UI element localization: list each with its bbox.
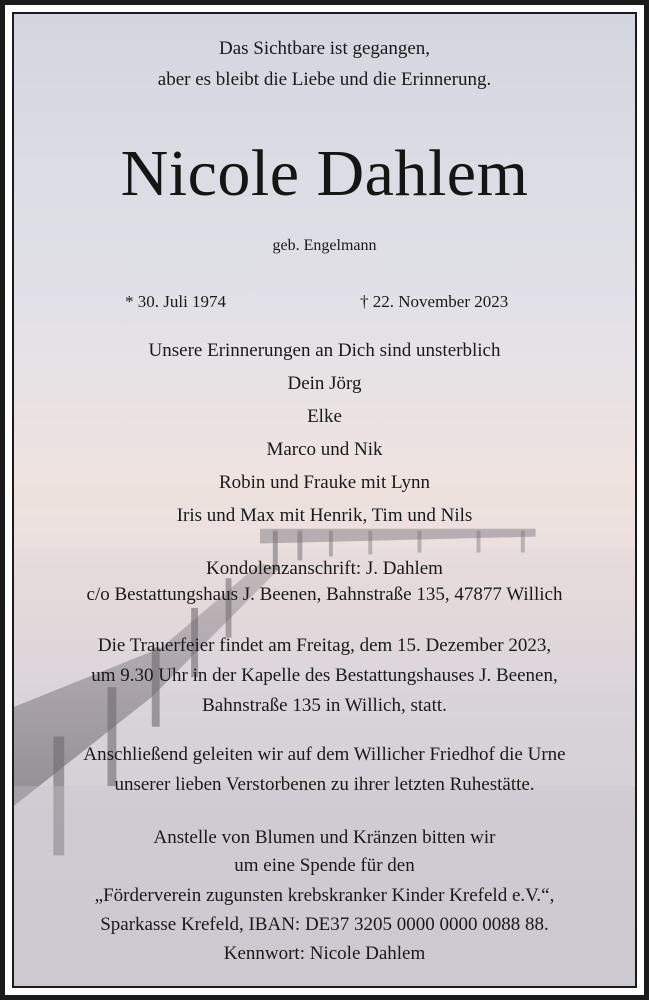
maiden-name: geb. Engelmann [272,237,377,254]
mourner-name: Iris und Max mit Henrik, Tim und Nils [176,505,473,526]
funeral-info-line: Die Trauerfeier findet am Freitag, dem 15. Dezember 2023, [97,635,552,656]
condolence-address-detail: c/o Bestattungshaus J. Beenen, Bahnstraße 135, 47877 Willich [86,584,563,605]
funeral-info-line: Bahnstraße 135 in Willich, statt. [202,695,447,716]
mourners-intro: Unsere Erinnerungen an Dich sind unsterblich [148,340,501,361]
mourner-name: Dein Jörg [287,373,362,394]
motto-line-1: Das Sichtbare ist gegangen, [218,38,431,59]
donation-recipient: „Förderverein zugunsten krebskranker Kinder Krefeld e.V.“, [94,885,555,906]
donation-line: Anstelle von Blumen und Kränzen bitten wir [153,827,496,848]
donation-line: um eine Spende für den [234,855,415,876]
obituary-text [14,14,635,986]
condolence-address: Kondolenzanschrift: J. Dahlem [206,558,443,579]
birth-date: * 30. Juli 1974 [125,292,227,311]
mourner-name: Elke [307,406,342,427]
burial-info-line: Anschließend geleiten wir auf dem Willicher Friedhof die Urne [83,744,566,765]
motto-line-2: aber es bleibt die Liebe und die Erinnerung. [157,69,492,90]
mourner-name: Robin und Frauke mit Lynn [218,472,431,493]
funeral-info-line: um 9.30 Uhr in der Kapelle des Bestattungshauses J. Beenen, [91,665,558,686]
obituary-inner-border [12,12,637,988]
mourner-name: Marco und Nik [266,439,383,460]
death-date: † 22. November 2023 [360,292,509,311]
donation-bank-details: Sparkasse Krefeld, IBAN: DE37 3205 0000 0000 0088 88. [100,914,549,935]
donation-keyword: Kennwort: Nicole Dahlem [223,943,426,964]
deceased-name: Nicole Dahlem [120,137,529,210]
burial-info-line: unserer lieben Verstorbenen zu ihrer letzten Ruhestätte. [114,774,535,795]
